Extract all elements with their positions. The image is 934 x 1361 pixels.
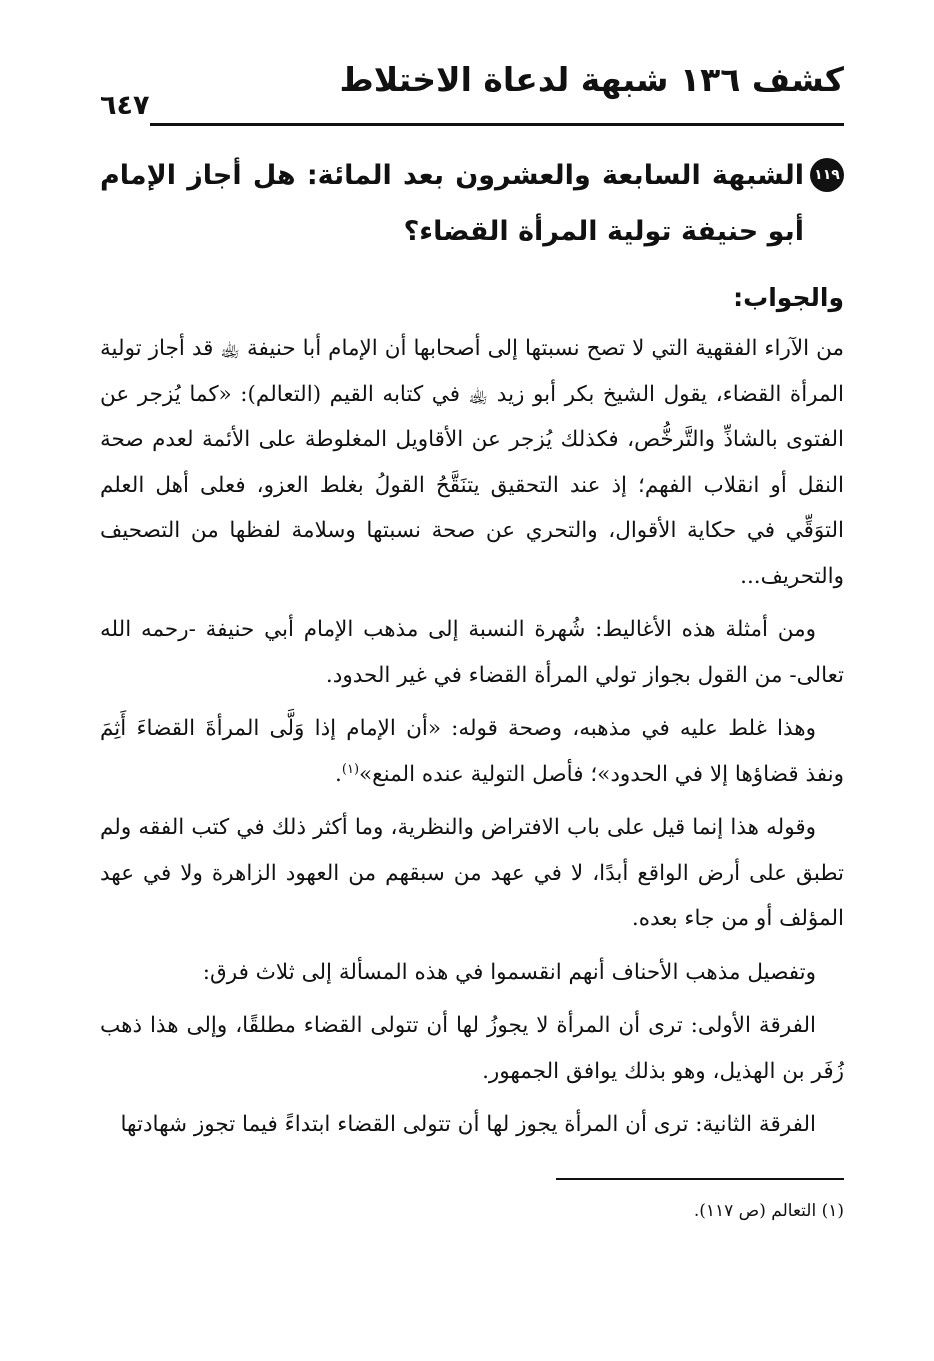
paragraph-3-end: . bbox=[335, 761, 342, 787]
paragraph-3 bbox=[100, 706, 844, 797]
paragraph-4: وقوله هذا إنما قيل على باب الافتراض والنظرية، وما أكثر ذلك في كتب الفقه ولم تطبق على أرض الواقع أبدًا، لا في عهد من سبقهم من العهود الزاهرة ولا في عهد المؤلف أو من جاء بعده. bbox=[100, 815, 844, 931]
footnote-rule bbox=[556, 1178, 844, 1180]
paragraph-6: الفرقة الأولى: ترى أن المرأة لا يجوزُ لها أن تتولى القضاء مطلقًا، وإلى هذا ذهب زُفَر بن الهذيل، وهو بذلك يوافق الجمهور. bbox=[100, 1013, 844, 1084]
footnote-1: (١) التعالم (ص ١١٧). bbox=[693, 1201, 844, 1221]
paragraph-3-text: وهذا غلط عليه في مذهبه، وصحة قوله: «أن الإمام إذا وَلَّى المرأةَ القضاءَ أَثِمَ ونفذ قضاؤها إلا في الحدود»؛ فأصل التولية عنده المنع» bbox=[100, 716, 844, 787]
footnote-marker[interactable]: (١) bbox=[341, 761, 360, 777]
page-body bbox=[100, 148, 844, 1156]
paragraph-5: وتفصيل مذهب الأحناف أنهم انقسموا في هذه المسألة إلى ثلاث فرق: bbox=[202, 959, 816, 985]
running-header bbox=[100, 60, 844, 132]
book-title: كشف ١٣٦ شبهة لدعاة الاختلاط bbox=[339, 60, 844, 99]
paragraph-2: ومن أمثلة هذه الأغاليط: شُهرة النسبة إلى مذهب الإمام أبي حنيفة -رحمه الله تعالى- من القول بجواز تولي المرأة القضاء في غير الحدود. bbox=[100, 617, 844, 688]
header-rule bbox=[150, 123, 844, 126]
answer-label: والجواب: bbox=[733, 283, 844, 312]
section-heading: الشبهة السابعة والعشرون بعد المائة: هل أجاز الإمام أبو حنيفة تولية المرأة القضاء؟ bbox=[100, 160, 804, 247]
paragraph-7: الفرقة الثانية: ترى أن المرأة يجوز لها أن تتولى القضاء ابتداءً فيما تجوز شهادتها bbox=[120, 1112, 816, 1137]
shubha-number-badge: ١١٩ bbox=[810, 158, 844, 192]
paragraph-1: من الآراء الفقهية التي لا تصح نسبتها إلى أصحابها أن الإمام أبا حنيفة ﵀ قد أجاز تولية المرأة القضاء، يقول الشيخ بكر أبو زيد ﵀ في كتابه القيم (التعالم): «كما يُزجر عن الفتوى بالشاذِّ والتَّرخُّص، فكذلك يُزجر عن الأقاويل المغلوطة على الأئمة لعدم صحة النقل أو انقلاب الفهم؛ إذ عند التحقيق يتنَقَّحُ القولُ بغلط العزو، فعلى أهل العلم التوَقِّي في حكاية الأقوال، والتحري عن صحة نسبتها وسلامة لفظها من التصحيف والتحريف... bbox=[100, 336, 844, 589]
page-number: ٦٤٧ bbox=[100, 90, 150, 121]
section-heading-block bbox=[100, 148, 844, 260]
